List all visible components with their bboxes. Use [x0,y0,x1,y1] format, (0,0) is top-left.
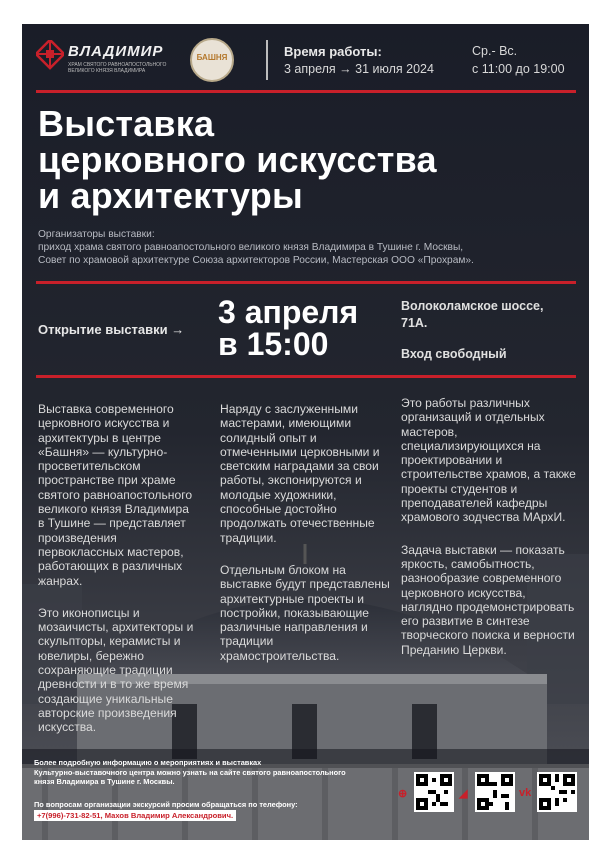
footer-info-line-1: Более подробную информацию о мероприятиях и выставках [34,758,262,767]
col3-paragraph-2: Задача выставки — показать яркость, самобытность, разнообразие современного церковного искусства, наглядно продемонстрировать его развитие в синтезе творческого поиска и верности Преданию Церкви. [401,542,575,657]
footer-phone: +7(996)-731-82-51, Махов Владимир Александрович. [34,810,236,821]
telegram-icon[interactable]: ◢ [459,788,468,800]
footer-info [34,758,384,787]
free-entry: Вход свободный [401,347,507,361]
bashnya-badge [190,38,234,82]
opening-label: Открытие выставки → [38,322,185,337]
red-divider [36,375,576,378]
column-3 [401,396,576,675]
title-line-1: Выставка [38,103,215,144]
organizers-line-1: приход храма святого равноапостольного великого князя Владимира в Тушине г. Москвы, [38,242,464,253]
col2-paragraph-2: Отдельным блоком на выставке будут представлены архитектурные проекты и постройки, показывающие различные направления и традиции храмостроительства. [220,562,390,663]
footer-info-line-2: Культурно-выставочного центра можно узнать на сайте святого равноапостольного [34,767,346,777]
footer-phone-label: По вопросам организации экскурсий просим обращаться по телефону: [34,800,298,809]
website-qr-code[interactable] [414,772,454,812]
col3-paragraph-1: Это работы различных организаций и отдельных мастеров, специализирующихся на проектировании и строительстве храмов, а также проекты студентов и преподавателей кафедры храмового зодчества МАрхИ. [401,396,576,525]
vladimir-logo-icon [36,40,64,70]
red-divider [36,281,576,284]
address [401,298,571,332]
col1-paragraph-2: Это иконописцы и мозаичисты, архитекторы и скульпторы, керамисты и ювелиры, бережно сохраняющие традиции древности и в то же время создающие уникальные авторские произведения искусства. [38,605,194,735]
telegram-qr-code[interactable] [475,772,515,812]
organizers-line-2: Совет по храмовой архитектуре Союза архитекторов России, Мастерская ООО «Прохрам». [38,255,474,266]
logo-name: ВЛАДИМИР [68,43,164,60]
badge-text: БАШНЯ [196,53,228,62]
opening-date [218,296,358,360]
col1-paragraph-1: Выставка современного церковного искусства и архитектуры в центре «Башня» — культурно-просветительском пространстве при храме святого равноапостольного великого князя Владимира в Тушине — представляет произведения первоклассных мастеров, работающих в различных жанрах. [38,402,193,588]
vk-qr-code[interactable] [537,772,577,812]
red-divider [36,90,576,93]
exhibition-dates: 3 апреля → 31 июля 2024 [284,62,434,76]
title-line-3: и архитектуры [38,175,303,216]
opening-date-line-2: в 15:00 [218,326,329,362]
poster [22,24,589,840]
organizers [38,228,578,267]
address-line-2: 71А. [401,316,428,330]
vk-icon[interactable]: vk [519,787,532,799]
col2-paragraph-1: Наряду с заслуженными мастерами, имеющими солидный опыт и отмеченными церковными и светским наградами за свои работы, экспонируются и молодые художники, способные достойно продолжать отечественные традиции. [220,402,380,545]
opening-date-line-1: 3 апреля [218,294,359,330]
page-title [38,103,578,216]
footer-info-line-3: князя Владимира в Тушине г. Москвы. [34,777,175,787]
address-line-1: Волоколамское шоссе, [401,299,544,313]
header-divider [266,40,268,80]
logo-subtitle: ХРАМ СВЯТОГО РАВНОАПОСТОЛЬНОГО ВЕЛИКОГО КНЯЗЯ ВЛАДИМИРА [68,62,167,74]
working-time: с 11:00 до 19:00 [472,62,565,76]
hours-label: Время работы: [284,44,382,59]
column-2 [220,402,390,681]
title-line-2: церковного искусства [38,139,437,180]
column-1 [38,402,198,753]
organizers-label: Организаторы выставки: [38,229,155,240]
website-icon[interactable]: ⊕ [398,788,408,800]
working-days: Ср.- Вс. [472,44,518,58]
